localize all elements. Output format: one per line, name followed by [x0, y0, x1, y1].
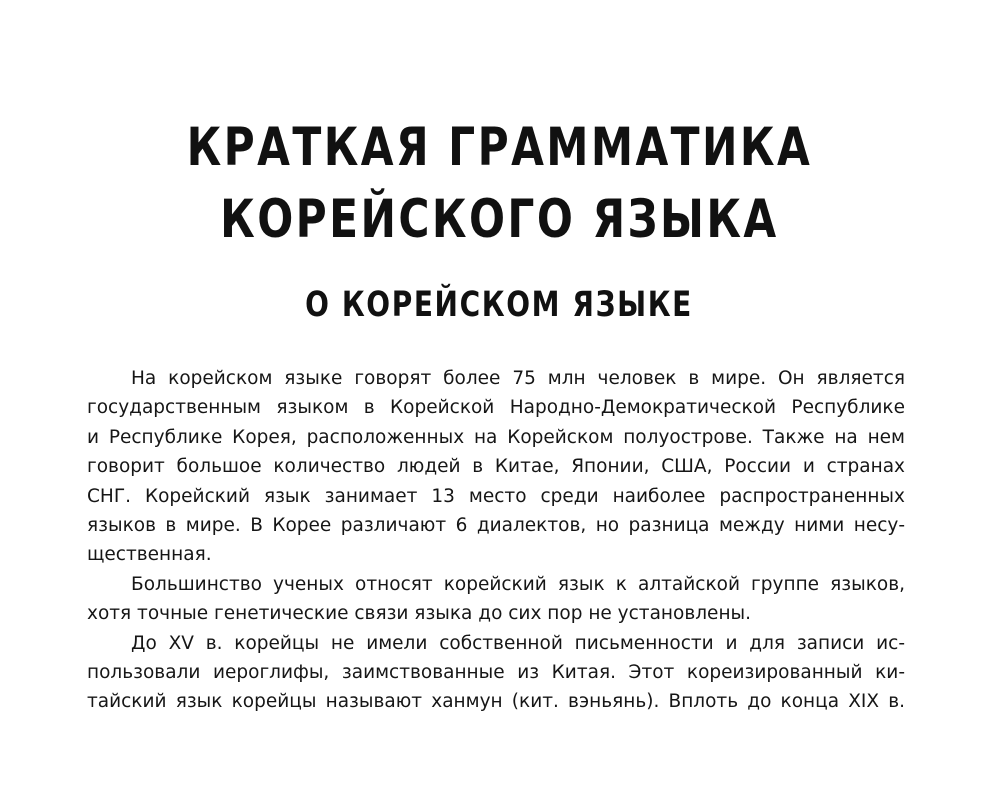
- paragraph-2: [87, 570, 905, 629]
- text-line: Большинство ученых относят корейский язык к алтайской группе языков,: [131, 573, 905, 595]
- text-line: щественная.: [87, 544, 212, 566]
- chapter-title: [99, 112, 899, 256]
- chapter-title-line-2: КОРЕЙСКОГО ЯЗЫКА: [220, 189, 779, 250]
- body-text: [87, 364, 905, 717]
- text-line: тайский язык корейцы называют ханмун (кит. вэньянь). Вплоть до конца XIX в.: [87, 691, 905, 713]
- paragraph-3: [87, 629, 905, 717]
- text-line: говорит большое количество людей в Китае, Японии, США, России и странах: [87, 456, 905, 478]
- text-line: пользовали иероглифы, заимствованные из Китая. Этот кореизированный ки-: [87, 661, 905, 683]
- paragraph-1: [87, 364, 905, 570]
- text-line: государственным языком в Корейской Народно-Демократической Республике: [87, 397, 905, 419]
- text-line: До XV в. корейцы не имели собственной письменности и для записи ис-: [131, 632, 905, 654]
- section-title: О КОРЕЙСКОМ ЯЗЫКЕ: [305, 285, 693, 325]
- text-line: языков в мире. В Корее различают 6 диалектов, но разница между ними несу-: [87, 514, 905, 536]
- text-line: СНГ. Корейский язык занимает 13 место среди наиболее распространенных: [87, 485, 905, 507]
- text-line: и Республике Корея, расположенных на Корейском полуострове. Также на нем: [87, 426, 905, 448]
- text-line: На корейском языке говорят более 75 млн человек в мире. Он является: [131, 368, 905, 389]
- text-line: хотя точные генетические связи языка до сих пор не установлены.: [87, 603, 752, 625]
- chapter-title-line-1: КРАТКАЯ ГРАММАТИКА: [186, 117, 813, 178]
